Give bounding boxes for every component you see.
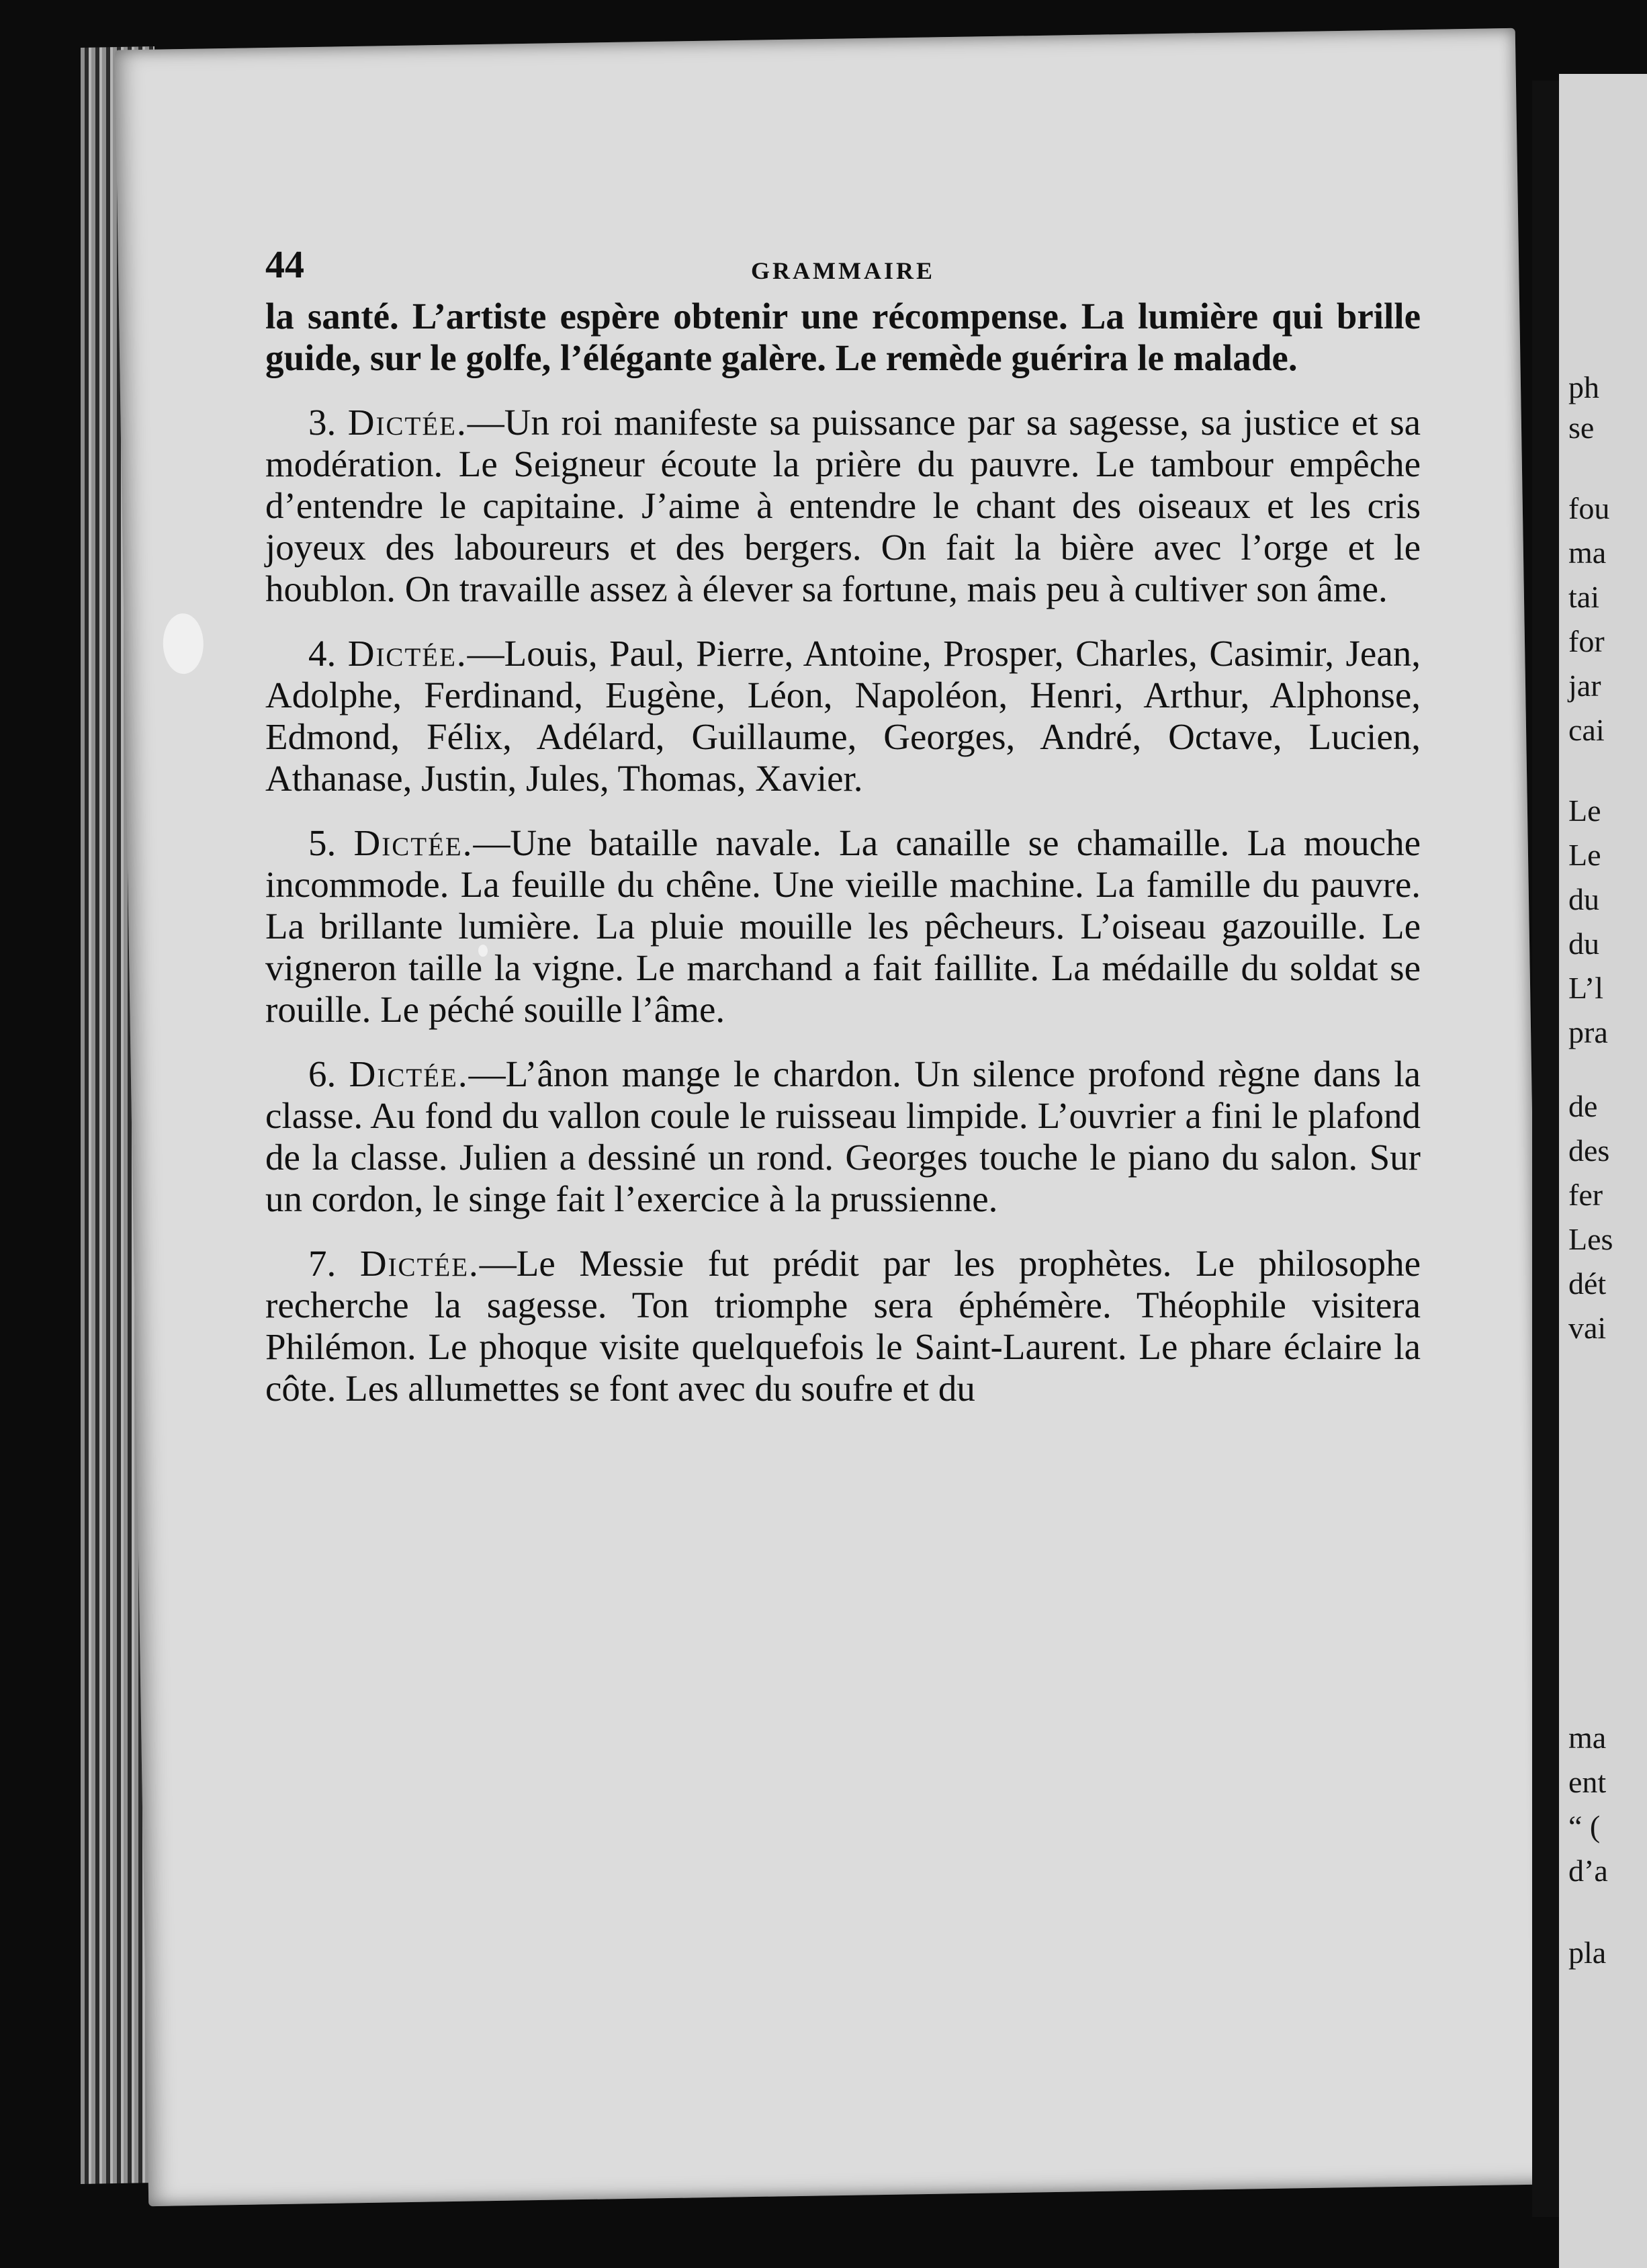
page-number: 44 (265, 243, 304, 286)
dictee-text: —Le Messie fut prédit par les prophètes. Le philosophe recherche la sagesse. Ton triomphe sera éphémère. Théophile visitera Philémon. Le phoque visite quelquefois le Saint-Laurent. Le phare éclaire la côte. Les allumettes se font avec du soufre et du (265, 1243, 1421, 1409)
dictee-3 (265, 402, 1421, 610)
facing-page-fragment: des (1568, 1133, 1610, 1168)
facing-page-fragment: cai (1568, 713, 1605, 747)
running-title: GRAMMAIRE (751, 257, 935, 284)
facing-page-fragment: Le (1568, 793, 1601, 828)
dictee-number: 6. (308, 1053, 337, 1094)
page-header (265, 222, 1421, 296)
dictee-label: Dictée. (347, 633, 468, 674)
opening-paragraph: la santé. L’artiste espère obtenir une récompense. La lumière qui brille guide, sur le golfe, l’élégante galère. Le remède guérira le malade. (265, 296, 1421, 378)
facing-page-fragment: Le (1568, 838, 1601, 872)
dictee-text: —Louis, Paul, Pierre, Antoine, Prosper, Charles, Casimir, Jean, Adolphe, Ferdinand, Eugène, Léon, Napoléon, Henri, Arthur, Alphonse, Edmond, Félix, Adélard, Guillaume, Georges, André, Octave, Lucien, Athanase, Justin, Jules, Thomas, Xavier. (265, 633, 1421, 799)
facing-page-fragment: fer (1568, 1178, 1603, 1212)
facing-page-fragment: tai (1568, 580, 1599, 614)
facing-page (1559, 74, 1647, 2268)
page-content (265, 222, 1421, 1409)
dictee-4 (265, 633, 1421, 799)
facing-page-fragment: d’a (1568, 1853, 1608, 1888)
facing-page-fragment: dét (1568, 1266, 1607, 1301)
facing-page-fragment: ent (1568, 1765, 1607, 1799)
facing-page-fragment: vai (1568, 1311, 1607, 1345)
facing-page-fragment: se (1568, 410, 1595, 445)
facing-page-fragment: Les (1568, 1222, 1613, 1256)
facing-page-fragment: de (1568, 1089, 1598, 1123)
facing-page-fragment: for (1568, 624, 1605, 658)
facing-page-fragment: du (1568, 926, 1599, 961)
facing-page-fragment: jar (1568, 668, 1601, 703)
dictee-number: 3. (308, 402, 337, 443)
facing-page-fragment: “ ( (1568, 1809, 1601, 1843)
dictee-5 (265, 822, 1421, 1031)
facing-page-fragment: du (1568, 882, 1599, 916)
dictee-6 (265, 1053, 1421, 1220)
dictee-label: Dictée. (347, 402, 468, 443)
dictee-label: Dictée. (349, 1053, 469, 1094)
facing-page-fragment: pla (1568, 1935, 1607, 1970)
dictee-text: —Une bataille navale. La canaille se chamaille. La mouche incommode. La feuille du chêne. Une vieille machine. La famille du pauvre. La brillante lumière. La pluie mouille les pêcheurs. L’oiseau gazouille. Le vigneron taille la vigne. Le marchand a fait faillite. La médaille du soldat se rouille. Le péché souille l’âme. (265, 822, 1421, 1030)
dictee-label: Dictée. (353, 822, 474, 863)
facing-page-fragment: ph (1568, 370, 1599, 404)
paper-speck (163, 613, 204, 674)
facing-page-fragment: fou (1568, 491, 1610, 525)
facing-page-fragment: ma (1568, 535, 1607, 570)
dictee-number: 5. (308, 822, 337, 863)
facing-page-fragment: L’l (1568, 971, 1603, 1005)
facing-page-fragment: pra (1568, 1015, 1608, 1049)
facing-page-fragment: ma (1568, 1720, 1607, 1755)
dictee-text: —L’ânon mange le chardon. Un silence profond règne dans la classe. Au fond du vallon coule le ruisseau limpide. L’ouvrier a fini le plafond de la classe. Julien a dessiné un rond. Georges touche le piano du salon. Sur un cordon, le singe fait l’exercice à la prussienne. (265, 1053, 1421, 1219)
dictee-7 (265, 1243, 1421, 1409)
dictee-label: Dictée. (359, 1243, 480, 1284)
dictee-text: —Un roi manifeste sa puissance par sa sagesse, sa justice et sa modération. Le Seigneur écoute la prière du pauvre. Le tambour empêche d’entendre le capitaine. J’aime à entendre le chant des oiseaux et les cris joyeux des laboureurs et des bergers. On fait la bière avec l’orge et le houblon. On travaille assez à élever sa fortune, mais peu à cultiver son âme. (265, 402, 1421, 609)
book-gutter (1532, 81, 1559, 2217)
dictee-number: 4. (308, 633, 337, 674)
dictee-number: 7. (308, 1243, 337, 1284)
